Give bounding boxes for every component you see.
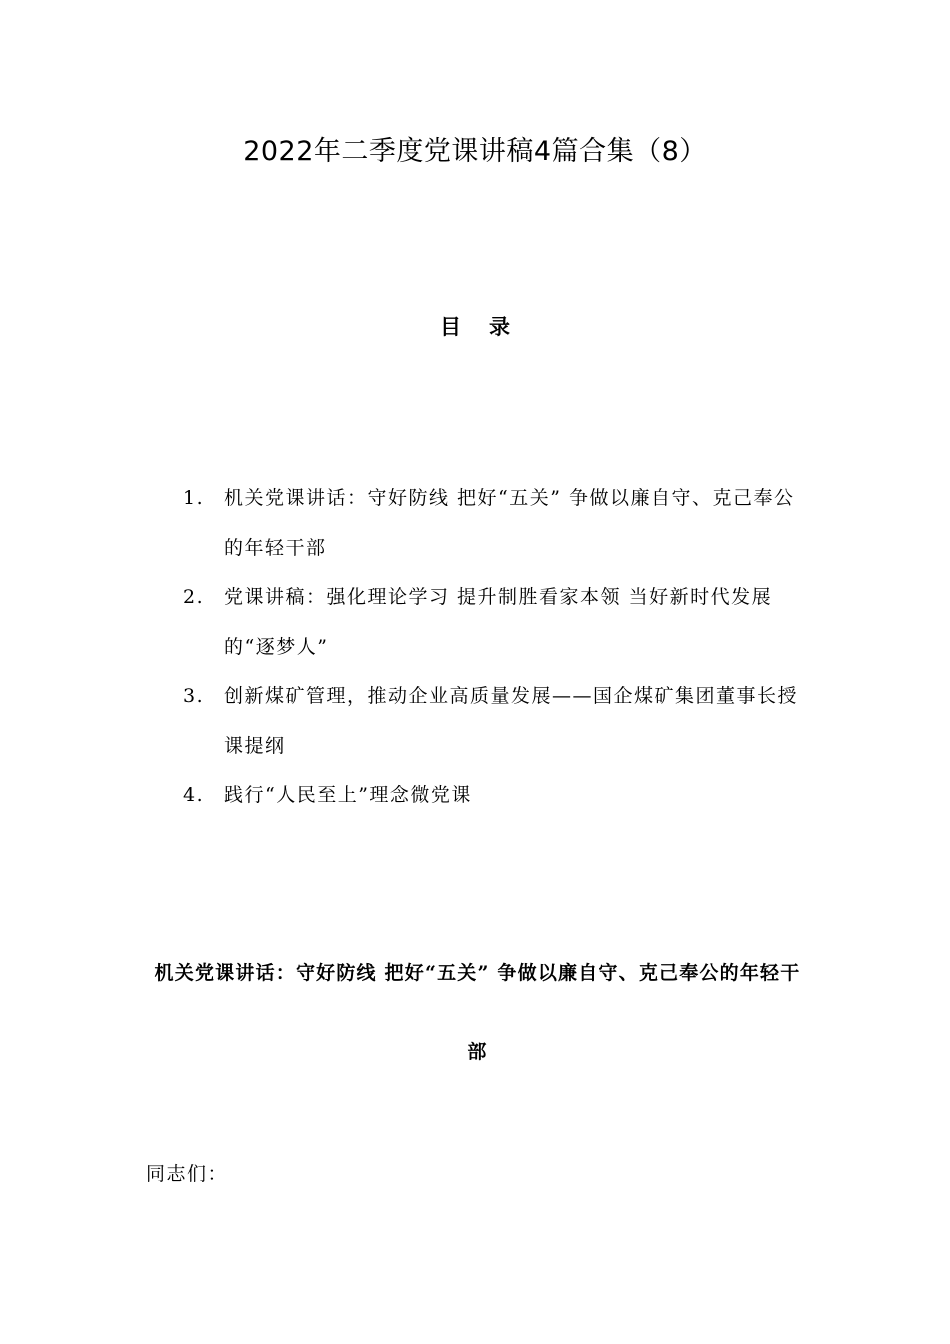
section-title: 机关党课讲话：守好防线 把好“五关” 争做以廉自守、克己奉公的年轻干部 <box>154 962 801 1063</box>
toc-item-text: 创新煤矿管理，推动企业高质量发展——国企煤矿集团董事长授课提纲 <box>224 685 799 757</box>
document-title: 2022年二季度党课讲稿4篇合集（8） <box>243 136 707 167</box>
toc-item-4 <box>183 771 813 821</box>
toc-item-number: 3. <box>183 685 205 707</box>
toc-item-number: 2. <box>183 586 205 608</box>
toc-item-3 <box>183 672 813 771</box>
table-of-contents <box>183 474 813 821</box>
salutation: 同志们： <box>146 1163 229 1185</box>
toc-item-text: 机关党课讲话：守好防线 把好“五关” 争做以廉自守、克己奉公的年轻干部 <box>224 487 795 559</box>
toc-item-number: 4. <box>183 784 205 806</box>
toc-item-2 <box>183 573 813 672</box>
toc-heading: 目录 <box>440 315 538 339</box>
toc-item-1 <box>183 474 813 573</box>
toc-item-text: 践行“人民至上”理念微党课 <box>224 784 472 806</box>
toc-item-number: 1. <box>183 487 205 509</box>
toc-item-text: 党课讲稿：强化理论学习 提升制胜看家本领 当好新时代发展的“逐梦人” <box>224 586 773 658</box>
